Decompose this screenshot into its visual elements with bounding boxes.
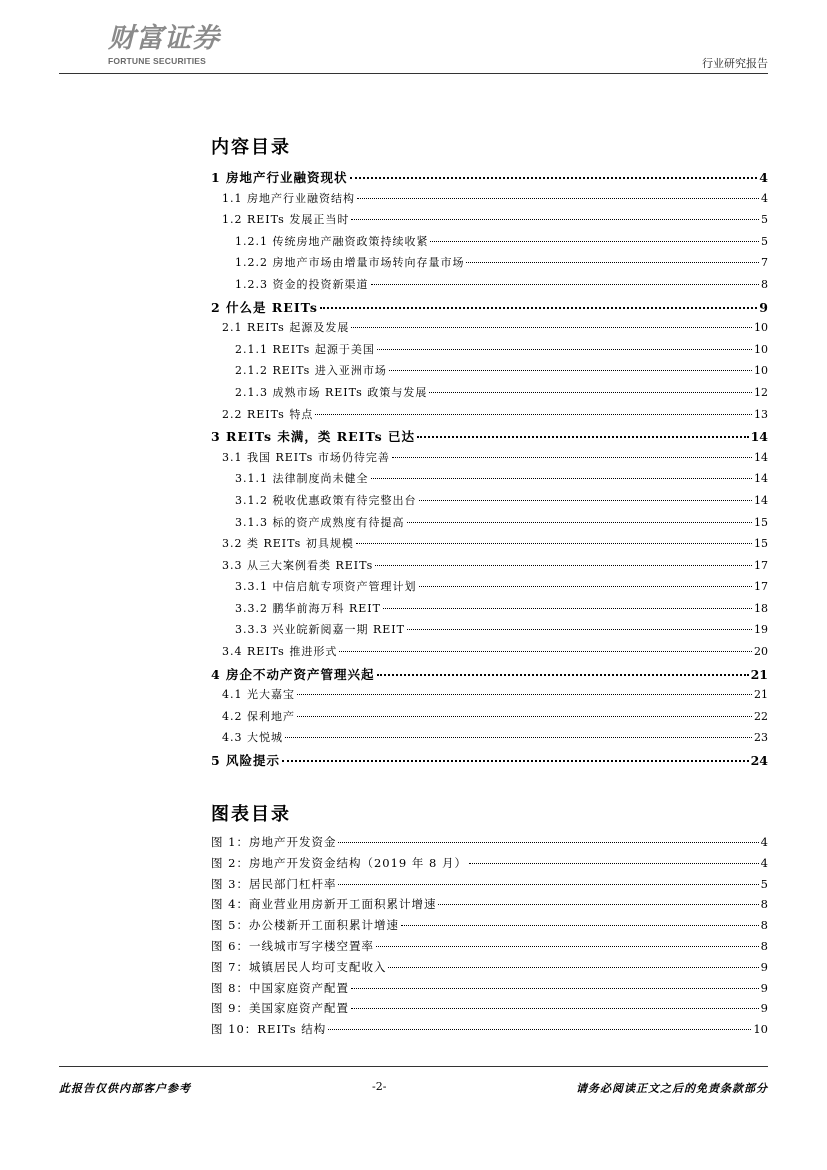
entry-title: 3.1.2 税收优惠政策有待完整出台	[235, 493, 417, 507]
toc-entry[interactable]	[211, 427, 768, 449]
dot-leader	[351, 988, 759, 989]
dot-leader	[371, 478, 753, 479]
dot-leader	[407, 629, 752, 630]
entry-title: 3.3 从三大案例看类 REITs	[222, 558, 374, 572]
entry-title: 1.2.1 传统房地产融资政策持续收紧	[235, 234, 429, 248]
dot-leader	[285, 737, 752, 738]
dot-leader	[388, 967, 758, 968]
toc-entry[interactable]	[211, 621, 768, 643]
entry-page-number: 20	[754, 645, 768, 659]
dot-leader	[383, 608, 752, 609]
toc-entry[interactable]	[211, 211, 768, 233]
toc-entry[interactable]	[211, 665, 768, 687]
toc-entry[interactable]	[211, 600, 768, 622]
entry-page-number: 10	[754, 364, 768, 378]
toc-entry[interactable]	[211, 708, 768, 730]
logo-chinese-name: 财富证券	[108, 23, 220, 54]
entry-page-number: 5	[761, 234, 768, 248]
entry-page-number: 14	[754, 493, 768, 507]
entry-page-number: 8	[760, 897, 768, 912]
figure-entry[interactable]	[211, 959, 768, 980]
entry-page-number: 15	[754, 537, 768, 551]
dot-leader	[297, 694, 752, 695]
entry-page-number: 17	[754, 558, 768, 572]
logo-english-name: FORTUNE SECURITIES	[108, 56, 207, 66]
dot-leader	[401, 925, 759, 926]
entry-page-number: 24	[750, 753, 768, 769]
dot-leader	[320, 307, 757, 309]
entry-page-number: 9	[760, 959, 768, 974]
footer-notice: 请务必阅读正文之后的免责条款部分	[576, 1082, 768, 1095]
footer-disclaimer: 此报告仅供内部客户参考	[59, 1082, 191, 1095]
dot-leader	[419, 586, 753, 587]
toc-entry[interactable]	[211, 406, 768, 428]
toc-entry[interactable]	[211, 514, 768, 536]
dot-leader	[376, 946, 759, 947]
dot-leader	[282, 760, 749, 762]
toc-entry[interactable]	[211, 578, 768, 600]
toc-entry[interactable]	[211, 470, 768, 492]
table-of-contents	[211, 168, 768, 773]
entry-title: 2.1.1 REITs 起源于美国	[235, 342, 375, 356]
dot-leader	[315, 414, 752, 415]
dot-leader	[430, 241, 759, 242]
entry-title: 图 2：房地产开发资金结构（2019 年 8 月）	[211, 855, 468, 870]
toc-entry[interactable]	[211, 557, 768, 579]
dot-leader	[357, 198, 759, 199]
entry-page-number: 8	[761, 277, 768, 291]
dot-leader	[389, 370, 752, 371]
entry-title: 2.2 REITs 特点	[222, 407, 314, 421]
entry-page-number: 4	[761, 191, 768, 205]
dot-leader	[429, 392, 752, 393]
entry-title: 5 风险提示	[211, 753, 281, 769]
entry-title: 3.4 REITs 推进形式	[222, 645, 338, 659]
entry-title: 图 1：房地产开发资金	[211, 835, 337, 849]
entry-page-number: 4	[760, 855, 768, 870]
figure-entry[interactable]	[211, 896, 768, 917]
dot-leader	[466, 262, 759, 263]
dot-leader	[351, 219, 759, 220]
figure-entry[interactable]	[211, 834, 768, 855]
entry-title: 4.2 保利地产	[222, 709, 295, 723]
entry-title: 图 9：美国家庭资产配置	[211, 1001, 349, 1016]
entry-page-number: 21	[750, 666, 768, 682]
entry-title: 2 什么是 REITs	[211, 299, 318, 315]
company-logo	[108, 24, 238, 66]
toc-entry[interactable]	[211, 233, 768, 255]
entry-page-number: 18	[754, 601, 768, 615]
entry-page-number: 8	[760, 918, 768, 933]
entry-page-number: 5	[760, 876, 768, 891]
footer-divider	[59, 1066, 768, 1067]
dot-leader	[297, 716, 752, 717]
toc-entry[interactable]	[211, 751, 768, 773]
dot-leader	[377, 674, 749, 676]
entry-page-number: 23	[754, 731, 768, 745]
entry-title: 3.3.2 鹏华前海万科 REIT	[235, 601, 381, 615]
figure-entry[interactable]	[211, 1000, 768, 1021]
entry-page-number: 17	[754, 580, 768, 594]
figure-entry[interactable]	[211, 917, 768, 938]
toc-entry[interactable]	[211, 384, 768, 406]
entry-title: 图 7：城镇居民人均可支配收入	[211, 959, 387, 974]
figure-entry[interactable]	[211, 980, 768, 1001]
figure-entry[interactable]	[211, 1021, 768, 1042]
entry-title: 图 10：REITs 结构	[211, 1022, 327, 1037]
toc-entry[interactable]	[211, 535, 768, 557]
dot-leader	[339, 651, 752, 652]
toc-entry[interactable]	[211, 341, 768, 363]
page-number: -2-	[372, 1080, 387, 1093]
dot-leader	[371, 284, 760, 285]
toc-entry[interactable]	[211, 492, 768, 514]
entry-title: 3.3.3 兴业皖新阅嘉一期 REIT	[235, 623, 405, 637]
entry-page-number: 15	[754, 515, 768, 529]
entry-page-number: 9	[759, 299, 768, 315]
entry-title: 2.1.2 REITs 进入亚洲市场	[235, 364, 387, 378]
figure-list	[211, 834, 768, 1042]
dot-leader	[377, 349, 752, 350]
toc-entry[interactable]	[211, 276, 768, 298]
dot-leader	[375, 565, 752, 566]
dot-leader	[351, 327, 752, 328]
toc-entry[interactable]	[211, 729, 768, 751]
entry-title: 4.1 光大嘉宝	[222, 688, 295, 702]
toc-entry[interactable]	[211, 449, 768, 471]
entry-page-number: 19	[754, 623, 768, 637]
toc-entry[interactable]	[211, 319, 768, 341]
entry-page-number: 9	[760, 1001, 768, 1016]
entry-title: 1 房地产行业融资现状	[211, 170, 348, 185]
dot-leader	[351, 1008, 759, 1009]
toc-entry[interactable]	[211, 298, 768, 320]
entry-title: 4 房企不动产资产管理兴起	[211, 666, 375, 682]
toc-entry[interactable]	[211, 686, 768, 708]
entry-title: 3.2 类 REITs 初具规模	[222, 537, 354, 551]
entry-page-number: 7	[761, 256, 768, 270]
entry-title: 3.1.3 标的资产成熟度有待提高	[235, 515, 405, 529]
dot-leader	[417, 436, 749, 438]
dot-leader	[392, 457, 752, 458]
dot-leader	[350, 177, 758, 179]
entry-page-number: 8	[760, 938, 768, 953]
entry-title: 2.1.3 成熟市场 REITs 政策与发展	[235, 385, 428, 399]
figure-entry[interactable]	[211, 876, 768, 897]
entry-title: 2.1 REITs 起源及发展	[222, 321, 350, 335]
dot-leader	[328, 1029, 751, 1030]
entry-title: 1.2.3 资金的投资新渠道	[235, 277, 369, 291]
report-type-label: 行业研究报告	[702, 57, 768, 70]
entry-title: 图 3：居民部门杠杆率	[211, 876, 337, 891]
entry-title: 1.2 REITs 发展正当时	[222, 213, 350, 227]
entry-page-number: 14	[754, 472, 768, 486]
figure-entry[interactable]	[211, 855, 768, 876]
entry-page-number: 12	[754, 385, 768, 399]
dot-leader	[338, 884, 758, 885]
toc-title: 内容目录	[211, 137, 291, 158]
entry-title: 1.2.2 房地产市场由增量市场转向存量市场	[235, 256, 465, 270]
toc-entry[interactable]	[211, 254, 768, 276]
entry-page-number: 5	[761, 213, 768, 227]
entry-title: 3.1 我国 REITs 市场仍待完善	[222, 450, 390, 464]
entry-page-number: 22	[754, 709, 768, 723]
toc-entry[interactable]	[211, 362, 768, 384]
entry-title: 3.1.1 法律制度尚未健全	[235, 472, 369, 486]
entry-title: 3 REITs 未满，类 REITs 已达	[211, 429, 416, 445]
entry-page-number: 10	[754, 342, 768, 356]
entry-title: 图 5：办公楼新开工面积累计增速	[211, 918, 399, 933]
entry-page-number: 10	[753, 1022, 768, 1037]
dot-leader	[469, 863, 759, 864]
dot-leader	[407, 522, 753, 523]
entry-page-number: 9	[760, 980, 768, 995]
entry-page-number: 4	[760, 835, 768, 849]
entry-title: 图 6：一线城市写字楼空置率	[211, 938, 374, 953]
entry-title: 3.3.1 中信启航专项资产管理计划	[235, 580, 417, 594]
header-divider	[59, 73, 768, 74]
toc-entry[interactable]	[211, 643, 768, 665]
entry-page-number: 10	[754, 321, 768, 335]
entry-page-number: 21	[754, 688, 768, 702]
entry-title: 4.3 大悦城	[222, 731, 283, 745]
entry-page-number: 4	[759, 170, 768, 185]
dot-leader	[338, 842, 758, 843]
entry-title: 图 8：中国家庭资产配置	[211, 980, 349, 995]
dot-leader	[356, 543, 752, 544]
entry-title: 图 4：商业营业用房新开工面积累计增速	[211, 897, 437, 912]
dot-leader	[438, 904, 758, 905]
dot-leader	[419, 500, 753, 501]
toc-entry[interactable]	[211, 168, 768, 190]
entry-page-number: 14	[750, 429, 768, 445]
toc-entry[interactable]	[211, 190, 768, 212]
figures-title: 图表目录	[211, 804, 291, 825]
entry-title: 1.1 房地产行业融资结构	[222, 191, 355, 205]
entry-page-number: 13	[754, 407, 768, 421]
entry-page-number: 14	[754, 450, 768, 464]
figure-entry[interactable]	[211, 938, 768, 959]
